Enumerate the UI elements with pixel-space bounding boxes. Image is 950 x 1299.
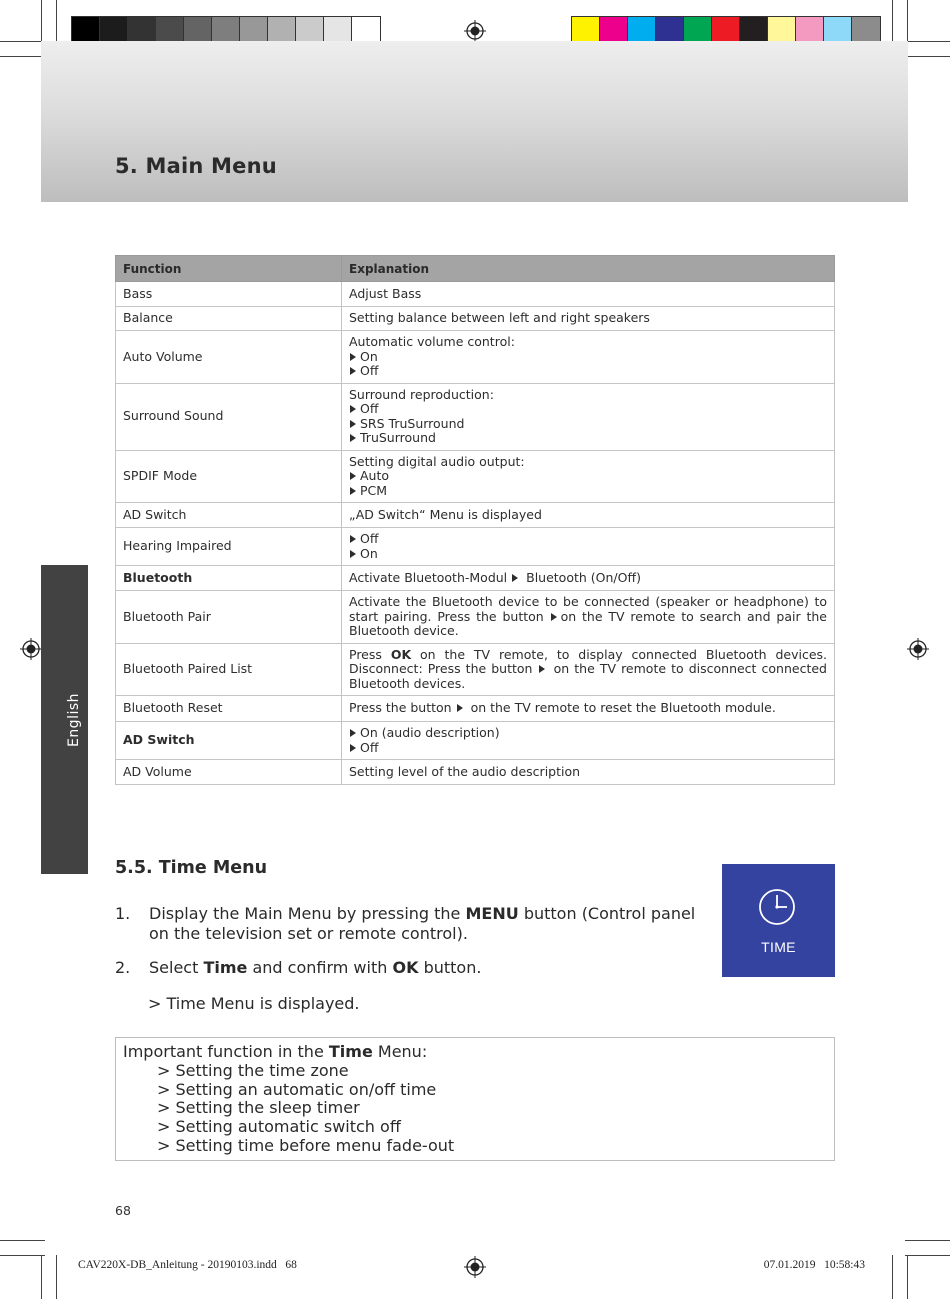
option-item: On (audio description): [349, 726, 827, 741]
section-title: 5.5. Time Menu: [115, 858, 268, 878]
explanation-cell: Setting level of the audio description: [342, 760, 835, 785]
important-functions-box: [115, 1037, 835, 1161]
list-item: > Setting time before menu fade-out: [157, 1135, 455, 1155]
registration-mark-icon: [907, 638, 929, 660]
crop-mark: [0, 1240, 45, 1241]
crop-mark: [905, 1255, 950, 1256]
crop-mark: [56, 0, 57, 45]
crop-mark: [905, 56, 950, 57]
function-cell: Surround Sound: [116, 383, 342, 450]
step-number: 2.: [115, 958, 131, 977]
crop-mark: [0, 1255, 45, 1256]
crop-mark: [905, 1240, 950, 1241]
crop-mark: [905, 41, 950, 42]
table-row: [116, 383, 835, 450]
triangle-right-icon: [539, 665, 545, 673]
triangle-right-icon: [350, 744, 356, 752]
function-cell: Hearing Impaired: [116, 528, 342, 566]
explanation-cell: Adjust Bass: [342, 282, 835, 307]
triangle-right-icon: [350, 550, 356, 558]
crop-mark: [907, 1255, 908, 1299]
option-item: On: [349, 547, 827, 562]
triangle-right-icon: [350, 487, 356, 495]
option-item: Off: [349, 402, 827, 417]
triangle-right-icon: [350, 405, 356, 413]
explanation-cell: Press OK on the TV remote, to display connected Bluetooth devices. Disconnect: Press the button on the TV remote to disconnect connected Bluetooth devices.: [342, 643, 835, 696]
explanation-cell: [342, 331, 835, 384]
explanation-intro: Setting digital audio output:: [349, 453, 525, 469]
triangle-right-icon: [350, 367, 356, 375]
explanation-cell: Setting balance between left and right speakers: [342, 307, 835, 331]
option-item: Off: [349, 364, 827, 379]
triangle-right-icon: [350, 472, 356, 480]
function-cell: AD Switch: [116, 722, 342, 760]
function-cell: Bluetooth Reset: [116, 696, 342, 722]
function-table: [115, 255, 835, 785]
crop-mark: [892, 1255, 893, 1299]
option-item: PCM: [349, 484, 827, 499]
table-row: [116, 696, 835, 722]
table-row: [116, 450, 835, 503]
table-row: [116, 307, 835, 331]
list-item: > Setting automatic switch off: [157, 1117, 401, 1137]
explanation-column-header: Explanation: [342, 256, 835, 282]
list-item: > Setting the time zone: [157, 1060, 349, 1080]
explanation-intro: Automatic volume control:: [349, 334, 515, 349]
explanation-cell: Activate the Bluetooth device to be connected (speaker or headphone) to start pairing. Press the button on the TV remote to search and pair the Bluetooth device.: [342, 591, 835, 644]
registration-mark-icon: [464, 1256, 486, 1278]
table-row: [116, 566, 835, 591]
explanation-cell: [342, 383, 835, 450]
explanation-cell: [342, 722, 835, 760]
function-cell: Auto Volume: [116, 331, 342, 384]
footer-file-info: CAV220X-DB_Anleitung - 20190103.indd 68: [78, 1259, 297, 1271]
function-cell: Bluetooth: [116, 566, 342, 591]
option-item: Off: [349, 741, 827, 756]
function-cell: AD Switch: [116, 503, 342, 528]
explanation-cell: [342, 450, 835, 503]
footer-timestamp: 07.01.2019 10:58:43: [763, 1259, 865, 1271]
page-title: 5. Main Menu: [115, 154, 277, 178]
function-column-header: Function: [116, 256, 342, 282]
function-cell: Bass: [116, 282, 342, 307]
function-cell: Balance: [116, 307, 342, 331]
option-item: Auto: [349, 469, 827, 484]
time-tile-label: TIME: [761, 939, 796, 955]
triangle-right-icon: [512, 574, 518, 582]
triangle-right-icon: [457, 704, 463, 712]
function-cell: Bluetooth Pair: [116, 591, 342, 644]
explanation-cell: Press the button on the TV remote to reset the Bluetooth module.: [342, 696, 835, 722]
crop-mark: [907, 0, 908, 45]
crop-mark: [892, 0, 893, 45]
function-cell: Bluetooth Paired List: [116, 643, 342, 696]
triangle-right-icon: [350, 420, 356, 428]
function-cell: AD Volume: [116, 760, 342, 785]
triangle-right-icon: [350, 729, 356, 737]
table-row: [116, 528, 835, 566]
info-box-heading: Important function in the Time Menu:: [123, 1042, 428, 1061]
explanation-intro: Surround reproduction:: [349, 386, 494, 402]
page-number: 68: [115, 1203, 131, 1218]
list-item: > Setting the sleep timer: [157, 1098, 360, 1118]
crop-mark: [0, 41, 45, 42]
list-item: > Setting an automatic on/off time: [157, 1079, 437, 1099]
option-item: On: [349, 350, 827, 365]
explanation-cell: Activate Bluetooth-Modul Bluetooth (On/Off): [342, 566, 835, 591]
table-row: [116, 643, 835, 696]
function-cell: SPDIF Mode: [116, 450, 342, 503]
triangle-right-icon: [551, 613, 557, 621]
table-header-row: [116, 256, 835, 282]
table-row: [116, 722, 835, 760]
table-row: [116, 331, 835, 384]
table-row: [116, 282, 835, 307]
table-row: [116, 591, 835, 644]
crop-mark: [0, 56, 45, 57]
option-item: Off: [349, 532, 827, 547]
triangle-right-icon: [350, 535, 356, 543]
explanation-cell: „AD Switch“ Menu is displayed: [342, 503, 835, 528]
crop-mark: [41, 0, 42, 45]
triangle-right-icon: [350, 434, 356, 442]
triangle-right-icon: [350, 353, 356, 361]
option-item: SRS TruSurround: [349, 417, 827, 432]
registration-mark-icon: [464, 20, 486, 42]
explanation-cell: [342, 528, 835, 566]
step-number: 1.: [115, 904, 131, 923]
step-result: > Time Menu is displayed.: [148, 994, 360, 1013]
crop-mark: [41, 1255, 42, 1299]
language-side-tab-label: English: [66, 692, 82, 748]
option-item: TruSurround: [349, 431, 827, 446]
time-menu-tile: [722, 864, 835, 977]
table-row: [116, 503, 835, 528]
registration-mark-icon: [20, 638, 42, 660]
step-text: Select Time and confirm with OK button.: [149, 958, 482, 977]
step-text: Display the Main Menu by pressing the MENU button (Control panel on the television set or remote control).: [149, 904, 696, 943]
crop-mark: [56, 1255, 57, 1299]
clock-icon: [758, 888, 796, 926]
table-row: [116, 760, 835, 785]
